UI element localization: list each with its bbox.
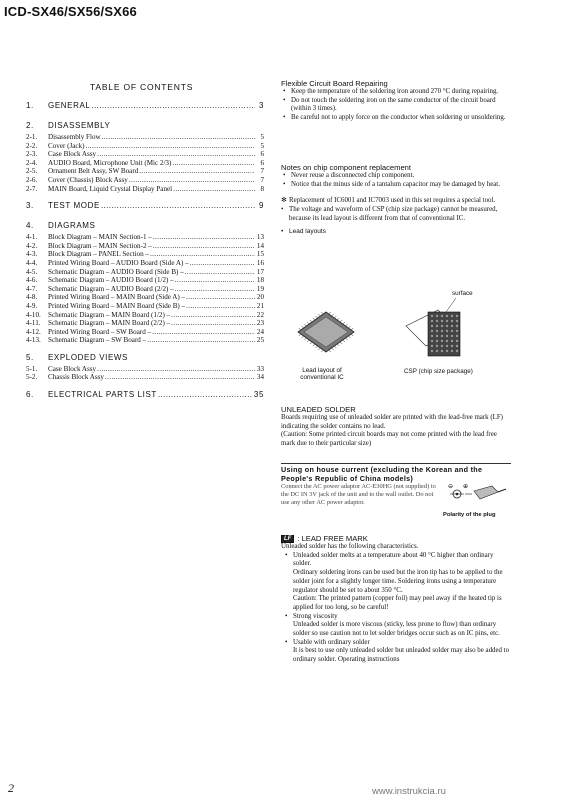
toc-item-label: Schematic Diagram – AUDIO Board (1/2) – <box>48 276 174 285</box>
toc-item[interactable] <box>26 365 264 374</box>
csp-ball <box>431 315 433 317</box>
toc-item-label: Schematic Diagram – MAIN Board (2/2) – <box>48 319 171 328</box>
toc-page-number: 22 <box>256 310 264 319</box>
toc-page-number: 21 <box>256 301 264 310</box>
page-number: 2 <box>8 781 14 795</box>
toc-item[interactable] <box>26 185 264 194</box>
csp-ball <box>431 320 433 322</box>
toc-item[interactable] <box>26 150 264 159</box>
toc-item-number: 4-7. <box>26 284 38 293</box>
toc-page-number: 6 <box>260 150 264 159</box>
ic-pin <box>343 322 345 324</box>
ic-pin <box>332 314 334 316</box>
csp-ball <box>451 330 453 332</box>
toc-item[interactable] <box>26 293 264 302</box>
unleaded-caution: (Caution: Some printed circuit boards may not come printed with the lead free mark due to their particular size) <box>281 431 497 448</box>
leader-dots <box>150 250 255 258</box>
toc-page-number: 23 <box>256 319 264 328</box>
ic-pin <box>310 320 312 322</box>
csp-ball <box>436 340 438 342</box>
toc-page-number: 9 <box>258 201 264 211</box>
surface-label: surface <box>452 290 473 297</box>
toc-item-number: 4-1. <box>26 233 38 242</box>
toc-item-label: Chassis Block Assy <box>48 373 104 382</box>
toc-item-label: AUDIO Board, Microphone Unit (Mic 2/3) <box>48 158 172 167</box>
ic-pin <box>329 350 331 352</box>
ic-pin <box>340 320 342 322</box>
leader-dots <box>171 319 255 327</box>
csp-ball <box>446 345 448 347</box>
toc-item-number: 5-1. <box>26 364 38 373</box>
leader-dots <box>153 233 255 241</box>
item-head: • Strong viscosity <box>293 612 338 620</box>
toc-item-number: 2-5. <box>26 167 38 176</box>
toc-page-number: 25 <box>256 336 264 345</box>
list-item <box>283 639 511 665</box>
csp-ball <box>456 335 458 337</box>
toc-page-number: 5 <box>260 133 264 141</box>
toc-section-number: 4. <box>26 221 34 231</box>
toc-item-number: 4-11. <box>26 319 41 328</box>
item-head: • Usable with ordinary solder <box>293 638 370 646</box>
toc-section-title: ELECTRICAL PARTS LIST <box>48 390 157 400</box>
ic-pin <box>346 324 348 326</box>
csp-ball <box>441 340 443 342</box>
toc-page-number: 15 <box>256 250 264 259</box>
item-caution: Caution: The printed pattern (copper foil) may peel away if the heated tip is applied for too long, so be careful! <box>293 595 502 611</box>
toc-item-number: 4-2. <box>26 241 38 250</box>
bullet-icon: • <box>281 227 284 235</box>
toc-item[interactable] <box>26 259 264 268</box>
toc-item-number: 4-12. <box>26 327 41 336</box>
toc-item-number: 4-6. <box>26 276 38 285</box>
ic-note-text: Replacement of IC6001 and IC7003 used in this set requires a special tool. <box>289 197 496 205</box>
csp-ball <box>446 330 448 332</box>
section-gap <box>26 213 264 221</box>
toc-section[interactable] <box>26 390 264 402</box>
csp-ball <box>451 320 453 322</box>
csp-ball <box>456 340 458 342</box>
chip-replacement-title: Notes on chip component replacement <box>281 163 412 172</box>
toc-page-number: 5 <box>260 141 264 150</box>
ic-pin <box>351 334 353 336</box>
ic-pin <box>334 316 336 318</box>
toc-item-label: Schematic Diagram – AUDIO Board (Side B) – <box>48 267 184 276</box>
csp-ball <box>431 325 433 327</box>
csp-ball <box>451 350 453 352</box>
ic-pin <box>302 336 304 338</box>
toc-page-number: 7 <box>260 175 264 184</box>
toc-page-number: 19 <box>256 284 264 293</box>
toc-item-label: Cover (Chassis) Block Assy <box>48 175 128 184</box>
chip-replacement-list <box>281 172 511 189</box>
toc-page-number: 18 <box>256 276 264 285</box>
toc-item-label: Block Diagram – MAIN Section-2 – <box>48 241 152 250</box>
lead-layouts-text: Lead layouts <box>289 227 326 235</box>
ic-caption <box>292 367 352 381</box>
toc-item-number: 2-1. <box>26 133 38 141</box>
toc-item-number: 2-6. <box>26 175 38 184</box>
toc-section-title: TEST MODE <box>48 201 100 211</box>
toc-item[interactable] <box>26 328 264 337</box>
csp-ball <box>431 340 433 342</box>
ic-pin <box>348 326 350 328</box>
lead-free-title: : LEAD FREE MARK <box>297 534 368 543</box>
leader-dots <box>152 328 255 336</box>
toc-item-number: 2-3. <box>26 150 38 159</box>
divider <box>281 463 511 464</box>
toc-item-label: Block Diagram – MAIN Section-1 – <box>48 233 152 242</box>
csp-ball <box>441 320 443 322</box>
toc-item-number: 4-9. <box>26 301 38 310</box>
section-gap <box>26 113 264 121</box>
ic-pin <box>299 334 301 336</box>
toc-item[interactable] <box>26 285 264 294</box>
csp-ball <box>451 335 453 337</box>
toc-title: TABLE OF CONTENTS <box>90 82 194 92</box>
ic-pin <box>316 316 318 318</box>
toc-page-number: 20 <box>256 293 264 302</box>
csp-ball <box>436 315 438 317</box>
csp-ball <box>451 325 453 327</box>
ic-pin <box>321 312 323 314</box>
section-gap <box>26 382 264 390</box>
toc-item-number: 4-4. <box>26 258 38 267</box>
list-item: • Keep the temperature of the soldering iron around 270 °C during repairing. <box>281 88 511 97</box>
ic-pin <box>299 328 301 330</box>
section-gap <box>26 193 264 201</box>
csp-ball <box>441 345 443 347</box>
toc-item-number: 4-3. <box>26 250 38 259</box>
toc-item-number: 4-5. <box>26 267 38 276</box>
unleaded-text: Boards requiring use of unleaded solder are printed with the lead-free mark (LF) indicating the solder contains no lead. <box>281 414 503 430</box>
csp-ball <box>436 335 438 337</box>
csp-ball <box>436 350 438 352</box>
toc-item-label: Disassembly Flow <box>48 133 101 141</box>
toc-item-label: Schematic Diagram – AUDIO Board (2/2) – <box>48 284 174 293</box>
leader-dots <box>186 302 255 310</box>
toc-page-number: 7 <box>260 167 264 176</box>
leader-dots <box>129 176 255 184</box>
toc-item[interactable] <box>26 336 264 345</box>
leader-dots <box>190 259 255 267</box>
item-body: It is best to use only unleaded solder but unleaded solder may also be added to ordinary solder. Operating instructions <box>293 647 510 664</box>
toc-item-label: Printed Wiring Board – SW Board – <box>48 327 152 336</box>
ic-pin <box>348 336 350 338</box>
toc-item[interactable] <box>26 233 264 242</box>
ic-pin <box>343 340 345 342</box>
list-item: • Notice that the minus side of a tantalum capacitor may be damaged by heat. <box>281 181 511 190</box>
lead-layouts-label <box>281 228 511 237</box>
leader-dots <box>171 311 255 319</box>
csp-ball <box>446 335 448 337</box>
svg-text:⊖: ⊖ <box>448 483 454 490</box>
lead-free-section <box>281 534 511 665</box>
toc-item-number: 4-8. <box>26 293 38 302</box>
csp-ball <box>446 315 448 317</box>
leader-dots <box>139 167 255 175</box>
flex-repair-list <box>281 88 511 123</box>
leader-dots <box>173 185 255 193</box>
toc-page-number: 3 <box>258 101 264 110</box>
csp-ball <box>446 340 448 342</box>
leader-dots <box>91 101 255 110</box>
ic-pin <box>313 318 315 320</box>
ic-pin <box>351 328 353 330</box>
csp-caption: CSP (chip size package) <box>404 368 473 375</box>
toc-item-number: 4-13. <box>26 336 41 345</box>
csp-ball <box>441 315 443 317</box>
list-item: • Be careful not to apply force on the conductor when soldering or unsoldering. <box>281 114 511 123</box>
csp-ball <box>446 325 448 327</box>
item-body: Ordinary soldering irons can be used but the iron tip has to be applied to the solder joint for a slightly longer time. Soldering irons using a temperature regulator should be set to about 350 °C. <box>293 569 503 594</box>
toc-item[interactable] <box>26 142 264 151</box>
toc-section[interactable] <box>26 101 264 113</box>
csp-ball <box>436 330 438 332</box>
ic-caption-line-1: Lead layout of <box>302 367 342 374</box>
csp-ball <box>441 350 443 352</box>
leader-dots <box>175 285 255 293</box>
leader-dots <box>102 133 255 141</box>
leader-dots <box>186 293 255 301</box>
leader-dots <box>153 242 255 250</box>
toc-item[interactable] <box>26 319 264 328</box>
toc-item-label: Cover (Jack) <box>48 141 85 150</box>
toc-item-number: 4-10. <box>26 310 41 319</box>
list-item <box>283 552 511 613</box>
asterisk-icon: ✻ <box>281 197 287 205</box>
toc-section-title: GENERAL <box>48 101 91 110</box>
toc-section[interactable] <box>26 201 264 213</box>
ic-pin <box>340 342 342 344</box>
ic-pin <box>316 346 318 348</box>
toc-section[interactable] <box>26 353 264 365</box>
toc-page-number: 34 <box>256 373 264 382</box>
toc-item-label: Printed Wiring Board – AUDIO Board (Side A) – <box>48 258 189 267</box>
unleaded-solder-section <box>281 405 511 449</box>
toc-item-number: 2-4. <box>26 158 38 167</box>
leader-dots <box>147 336 255 344</box>
section-gap <box>26 345 264 353</box>
ic-pin <box>321 350 323 352</box>
toc-section-number: 6. <box>26 390 34 400</box>
toc-item-label: MAIN Board, Liquid Crystal Display Panel <box>48 184 173 193</box>
lead-free-heading <box>281 534 511 543</box>
ic-pin <box>329 312 331 314</box>
csp-ball <box>441 325 443 327</box>
csp-ball <box>431 345 433 347</box>
toc-section[interactable] <box>26 121 264 133</box>
csp-ball <box>446 350 448 352</box>
toc-section-title: DIAGRAMS <box>48 221 96 231</box>
csp-ball <box>436 320 438 322</box>
plug-polarity-caption: Polarity of the plug <box>443 512 496 518</box>
ic-pin <box>307 322 309 324</box>
unleaded-title: UNLEADED SOLDER <box>281 405 356 414</box>
csp-ball <box>456 345 458 347</box>
toc-item-number: 2-2. <box>26 141 38 150</box>
toc-page-number: 8 <box>260 184 264 193</box>
csp-ball <box>456 325 458 327</box>
ic-pin <box>313 344 315 346</box>
ic-pin <box>332 348 334 350</box>
toc-item[interactable] <box>26 302 264 311</box>
flex-repair-section <box>281 79 511 123</box>
ic-pin <box>318 314 320 316</box>
toc-page-number: 13 <box>256 233 264 242</box>
csp-ball <box>456 350 458 352</box>
csp-ball <box>431 350 433 352</box>
table-of-contents <box>26 101 264 402</box>
toc-section[interactable] <box>26 221 264 233</box>
ic-pin <box>318 348 320 350</box>
ic-caption-line-2: conventional IC <box>300 374 344 381</box>
leader-dots <box>97 365 255 373</box>
flex-repair-title: Flexible Circuit Board Repairing <box>281 79 388 88</box>
toc-item[interactable] <box>26 250 264 259</box>
lf-mark-icon: LF <box>281 535 294 543</box>
toc-section-number: 1. <box>26 101 34 110</box>
toc-page-number: 17 <box>256 267 264 276</box>
csp-ball <box>456 320 458 322</box>
leader-dots <box>175 276 255 284</box>
ic-pin <box>302 326 304 328</box>
toc-item[interactable] <box>26 176 264 185</box>
watermark-url[interactable]: www.instrukcia.ru <box>372 786 446 797</box>
item-head: • Unleaded solder melts at a temperature about 40 °C higher than ordinary solder. <box>293 551 494 568</box>
toc-section-title: EXPLODED VIEWS <box>48 352 128 362</box>
csp-ball <box>436 345 438 347</box>
leader-dots <box>185 268 255 276</box>
toc-page-number: 14 <box>256 241 264 250</box>
toc-item[interactable] <box>26 276 264 285</box>
lead-free-list <box>281 552 511 665</box>
toc-section-title: DISASSEMBLY <box>48 121 111 130</box>
toc-section-number: 5. <box>26 352 34 362</box>
list-item <box>283 613 511 639</box>
toc-item[interactable] <box>26 311 264 320</box>
ic-pin <box>346 338 348 340</box>
csp-ball <box>431 330 433 332</box>
toc-item[interactable] <box>26 133 264 142</box>
toc-item[interactable] <box>26 159 264 168</box>
toc-section-number: 3. <box>26 201 34 211</box>
ic-pin <box>337 318 339 320</box>
toc-page-number: 33 <box>256 364 264 373</box>
leader-dots <box>101 201 255 210</box>
csp-ball <box>451 315 453 317</box>
toc-item[interactable] <box>26 373 264 382</box>
leader-dots <box>172 159 255 167</box>
toc-page-number: 6 <box>260 158 264 167</box>
csp-ball <box>436 325 438 327</box>
leader-dots <box>85 142 255 150</box>
toc-item-label: Ornament Belt Assy, SW Board <box>48 167 139 176</box>
csp-ball <box>441 330 443 332</box>
toc-item-label: Schematic Diagram – MAIN Board (1/2) – <box>48 310 171 319</box>
ic-pin <box>334 346 336 348</box>
list-item: • Do not touch the soldering iron on the same conductor of the circuit board (within 3 times). <box>281 97 511 114</box>
list-item: • Never reuse a disconnected chip component. <box>281 172 511 181</box>
lead-free-intro: Unleaded solder has the following characteristics. <box>281 543 419 550</box>
toc-page-number: 24 <box>256 327 264 336</box>
toc-section-number: 2. <box>26 121 34 130</box>
plug-polarity-icon <box>448 480 510 512</box>
toc-item-number: 2-7. <box>26 184 38 193</box>
document-header: ICD-SX46/SX56/SX66 <box>4 4 137 19</box>
toc-item-label: Schematic Diagram – SW Board – <box>48 336 147 345</box>
toc-item-label: Case Block Assy <box>48 364 97 373</box>
ic-note <box>281 197 511 206</box>
csp-ball <box>451 340 453 342</box>
csp-illustration <box>406 298 460 356</box>
toc-item[interactable] <box>26 242 264 251</box>
toc-item[interactable] <box>26 167 264 176</box>
csp-ball <box>456 315 458 317</box>
csp-ball <box>431 335 433 337</box>
toc-item[interactable] <box>26 268 264 277</box>
csp-note <box>281 206 511 223</box>
ic-pin <box>337 344 339 346</box>
svg-text:⊕: ⊕ <box>463 483 469 490</box>
conventional-ic-illustration <box>298 312 354 352</box>
house-current-text: Connect the AC power adaptor AC-E30HG (not supplied) to the DC IN 3V jack of the unit and to the wall outlet. Do not use any other AC power adaptor. <box>281 483 436 507</box>
ic-pin <box>304 324 306 326</box>
csp-ball <box>446 320 448 322</box>
leader-dots <box>158 390 253 399</box>
toc-item-label: Printed Wiring Board – MAIN Board (Side B) – <box>48 301 186 310</box>
csp-note-text: The voltage and waveform of CSP (chip size package) cannot be measured, because its lead layout is different from that of conventional IC. <box>289 206 498 222</box>
house-current-title: Using on house current (excluding the Korean and the People's Republic of China models) <box>281 465 483 483</box>
toc-item-label: Printed Wiring Board – MAIN Board (Side A) – <box>48 293 186 302</box>
csp-ball <box>441 335 443 337</box>
bullet-icon: • <box>281 206 284 214</box>
ic-pin <box>307 340 309 342</box>
csp-ball <box>451 345 453 347</box>
toc-item-label: Case Block Assy <box>48 150 97 159</box>
item-body: Unleaded solder is more viscous (sticky, less prone to flow) than ordinary solder so use caution not to let solder bridges occur such as on IC pins, etc. <box>293 621 500 638</box>
chip-replacement-section <box>281 163 511 236</box>
ic-pin <box>304 338 306 340</box>
toc-item-label: Block Diagram – PANEL Section – <box>48 250 149 259</box>
csp-ball <box>456 330 458 332</box>
toc-item-number: 5-2. <box>26 373 38 382</box>
ic-pin <box>310 342 312 344</box>
toc-page-number: 16 <box>256 258 264 267</box>
leader-dots <box>105 373 255 381</box>
toc-page-number: 35 <box>253 390 264 400</box>
leader-dots <box>97 150 255 158</box>
